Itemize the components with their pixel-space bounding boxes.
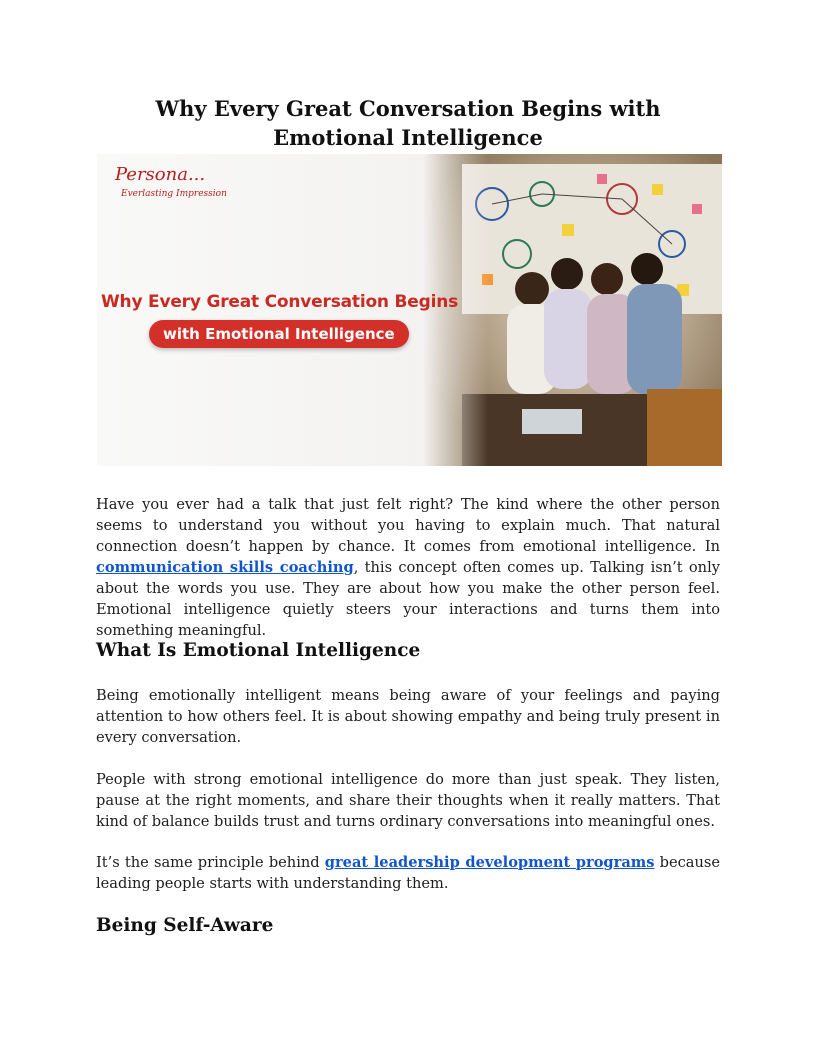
- para3-text-start: It’s the same principle behind: [96, 854, 325, 871]
- banner-headline: Why Every Great Conversation Begins: [101, 292, 459, 312]
- banner-headline-pill: with Emotional Intelligence: [149, 320, 409, 348]
- intro-paragraph: [96, 494, 720, 641]
- section1-paragraph-2: People with strong emotional intelligence do more than just speak. They listen, pause at the right moments, and share their thoughts when it really matters. That kind of balance builds trust and turns ordinary conversations into meaningful ones.: [96, 771, 720, 830]
- hero-banner-image: [97, 154, 722, 466]
- leadership-programs-link[interactable]: great leadership development programs: [324, 854, 655, 871]
- logo-name: Persona...: [115, 164, 206, 185]
- section1-paragraph-1: Being emotionally intelligent means being aware of your feelings and paying attention to how others feel. It is about showing empathy and being truly present in every conversation.: [96, 687, 720, 746]
- para3-text-end: because leading people starts with understanding them.: [96, 854, 720, 892]
- intro-text-end: , this concept often comes up. Talking isn’t only about the words you use. They are about how you make the other person feel. Emotional intelligence quietly steers your interactions and turns them into something meaningful.: [96, 559, 720, 639]
- section1-paragraph-3: [96, 852, 720, 894]
- intro-text-start: Have you ever had a talk that just felt right? The kind where the other person seems to understand you without you having to explain much. That natural connection doesn’t happen by chance. It comes from emotional intelligence. In: [96, 496, 720, 555]
- logo-tagline: Everlasting Impression: [121, 189, 227, 199]
- communication-skills-coaching-link[interactable]: communication skills coaching: [96, 559, 354, 576]
- brand-logo: [115, 164, 227, 199]
- section-heading-self-aware: Being Self-Aware: [96, 915, 274, 936]
- section-heading-emotional-intelligence: What Is Emotional Intelligence: [96, 640, 421, 661]
- page-title: Why Every Great Conversation Begins with Emotional Intelligence: [155, 96, 661, 150]
